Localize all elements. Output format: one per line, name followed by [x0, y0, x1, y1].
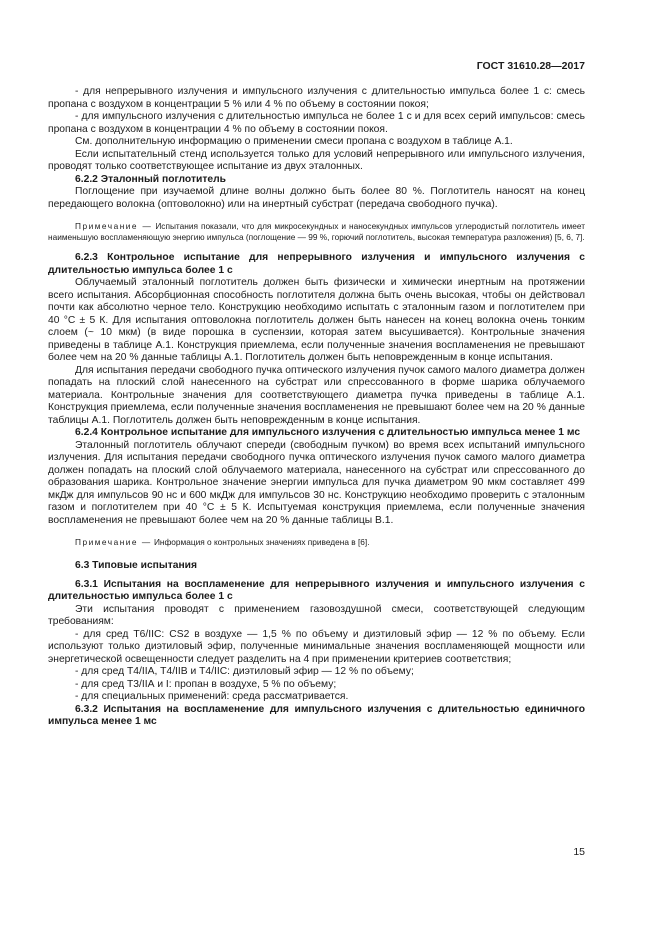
note	[48, 537, 585, 548]
section-heading: 6.2.3 Контрольное испытание для непрерывного излучения и импульсного излучения с длительностью импульса более 1 с	[48, 252, 585, 276]
list-item: - для сред Т3/IIА и I: пропан в воздухе, 5 % по объему;	[75, 678, 337, 690]
paragraph: - для импульсного излучения с длительностью импульса не более 1 с и для всех серий импульсов: смесь пропана с воздухом в концентрации 4 % по объему в состоянии покоя.	[48, 111, 585, 135]
page-number: 15	[573, 846, 585, 858]
note	[48, 221, 585, 243]
page-body	[48, 86, 585, 729]
paragraph: Поглощение при изучаемой длине волны должно быть более 80 %. Поглотитель наносят на конец передающего волокна (оптоволокно) или на инертный субстрат (передача свободного пучка).	[48, 186, 585, 210]
paragraph: Эталонный поглотитель облучают спереди (свободным пучком) во время всех испытаний импульсного излучения. Для испытания передачи свободного пучка оптического излучения пучок самого малого диаметра должен попадать на плоский слой облучаемого материала, нанесенного на субстрат или спрессованного до образования шарика. Контрольное значение энергии импульса для пучка диаметром 90 мкм составляет 499 мкДж для импульсов 90 нс и 600 мкДж для импульсов 30 нс. Конструкцию необходимо проверить с эталонным газом и поглотителем при 40 °С ± 5 К. Испытуемая конструкция приемлема, если полученные значения воспламенения не превышают более чем на 20 % данные таблицы В.1.	[48, 439, 585, 526]
section-heading: 6.3.2 Испытания на воспламенение для импульсного излучения с длительностью единичного импульса менее 1 мс	[48, 703, 585, 727]
note-text: Информация о контрольных значениях приведена в [6].	[153, 537, 370, 547]
note-text: Испытания показали, что для микросекундных и наносекундных импульсов углеродистый поглотитель имеет наименьшую воспламеняющую энергию импульса (поглощение — 99 %, горючий поглотитель, высокая температура разложения) [5, 6, 7].	[48, 221, 585, 242]
list-item: - для сред Т6/IIС: CS2 в воздухе — 1,5 % по объему и диэтиловый эфир — 12 % по объему. Если используют только диэтиловый эфир, полученные минимальные значения воспламеняющей мощности или энергетической освещенности следует разделить на 4 при применении критериев соответствия;	[48, 628, 585, 665]
paragraph: См. дополнительную информацию о применении смеси пропана с воздухом в таблице А.1.	[75, 136, 513, 147]
list-item: - для специальных применений: среда рассматривается.	[75, 691, 349, 702]
document-header: ГОСТ 31610.28—2017	[476, 60, 585, 72]
section-heading: 6.2.2 Эталонный поглотитель	[75, 173, 226, 185]
list-item: - для сред Т4/IIА, Т4/IIВ и Т4/IIС: диэтиловый эфир — 12 % по объему;	[75, 666, 414, 677]
section-heading: 6.2.4 Контрольное испытание для импульсного излучения с длительностью импульса менее 1 мс	[75, 427, 581, 438]
section-heading: 6.3.1 Испытания на воспламенение для непрерывного излучения и импульсного излучения с длительностью импульса более 1 с	[48, 578, 585, 602]
paragraph: Облучаемый эталонный поглотитель должен быть физически и химически инертным на протяжении всего испытания. Абсорбционная способность поглотителя должна быть очень высокая, чтобы он действовал почти как абсолютно черное тело. Конструкцию необходимо испытать с эталонным газом и поглотителем при 40 °С ± 5 К. Для испытания оптоволокна поглотитель должен быть нанесен на конец волокна очень тонким слоем (~ 10 мкм) (в виде порошка в суспензии, которая затем высушивается). Контрольные значения приведены в таблице А.1. Конструкция приемлема, если полученные значения воспламенения не превышают более чем на 20 % данные таблицы А.1. Поглотитель должен быть неповрежденным в конце испытания.	[48, 277, 585, 363]
paragraph: - для непрерывного излучения и импульсного излучения с длительностью импульса более 1 с: смесь пропана с воздухом в концентрации 5 % или 4 % по объему в состоянии покоя;	[48, 86, 585, 110]
section-heading: 6.3 Типовые испытания	[75, 560, 198, 571]
paragraph: Эти испытания проводят с применением газовоздушной смеси, соответствующей следующим требованиям:	[48, 603, 585, 627]
note-label: Примечание —	[75, 221, 153, 231]
note-label: Примечание —	[75, 537, 152, 547]
paragraph: Для испытания передачи свободного пучка оптического излучения пучок самого малого диаметра должен попадать на плоский слой нанесенного на субстрат или спрессованного в форме шарика облучаемого материала. Контрольные значения для соответствующего диаметра пучка приведены в таблице А.1. Конструкция приемлема, если полученные значения воспламенения не превышают более чем на 20 % данные таблицы А.1. Поглотитель должен быть неповрежденным в конце испытания.	[48, 364, 585, 426]
paragraph: Если испытательный стенд используется только для условий непрерывного или импульсного излучения, проводят только соответствующее испытание из двух эталонных.	[48, 148, 585, 172]
